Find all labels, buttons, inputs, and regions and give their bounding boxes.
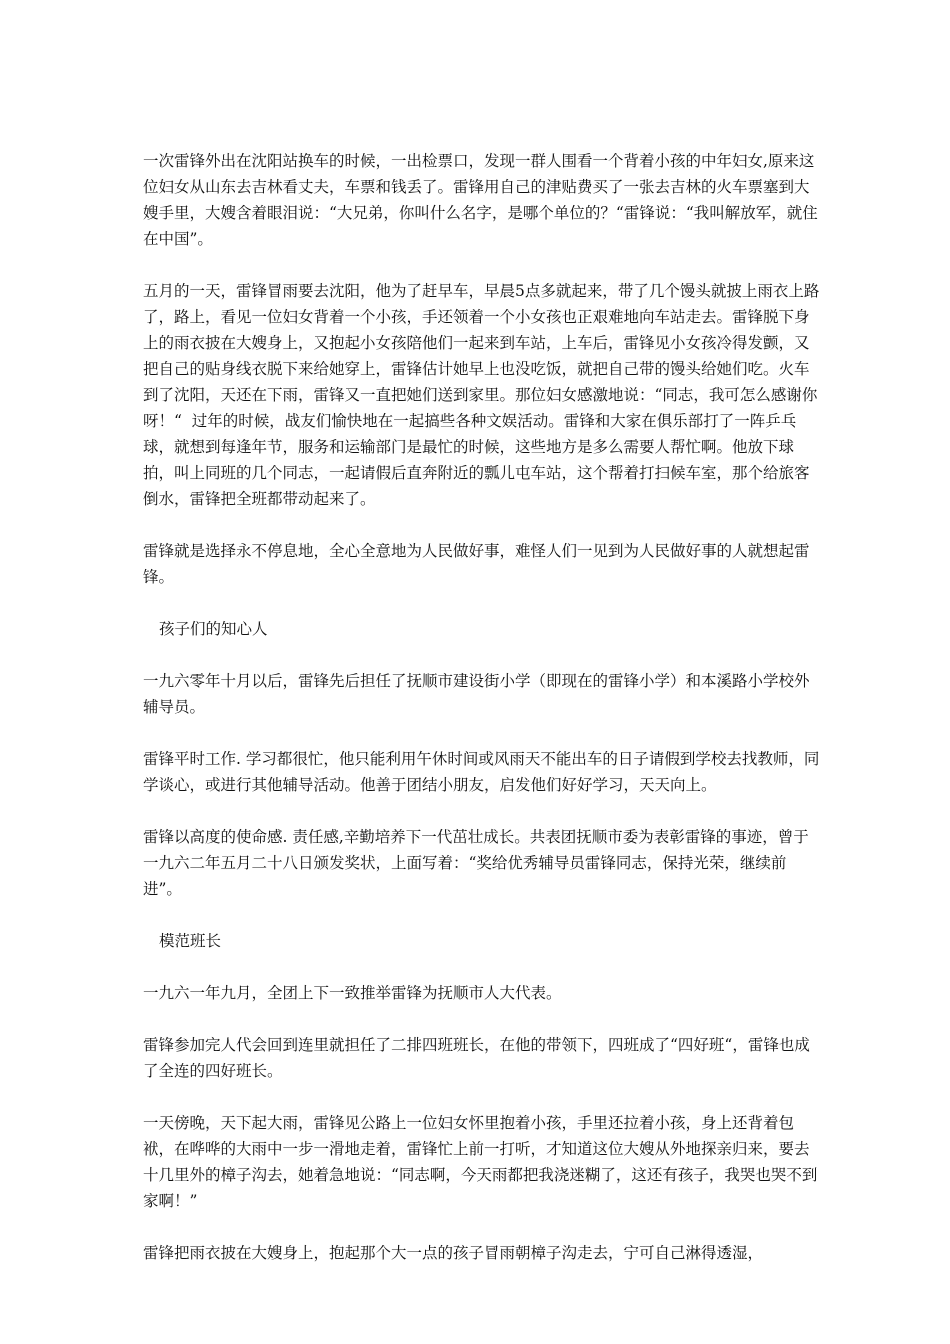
paragraph-rainy-evening: 一天傍晚，天下起大雨，雷锋见公路上一位妇女怀里抱着小孩，手里还拉着小孩，身上还背着包袱，在哗哗的大雨中一步一滑地走着，雷锋忙上前一打听，才知道这位大嫂从外地探亲归来，要去十几里外的樟子沟去，她着急地说：“同志啊，今天雨都把我浇迷糊了，这还有孩子，我哭也哭不到家啊！” bbox=[143, 1114, 818, 1210]
paragraph-carrying-child: 雷锋把雨衣披在大嫂身上，抱起那个大一点的孩子冒雨朝樟子沟走去，宁可自己淋得透湿， bbox=[143, 1244, 764, 1262]
paragraph-school-counselor: 一九六零年十月以后，雷锋先后担任了抚顺市建设街小学（即现在的雷锋小学）和本溪路小学校外辅导员。 bbox=[143, 672, 810, 716]
paragraph-good-deeds: 雷锋就是选择永不停息地，全心全意地为人民做好事，难怪人们一见到为人民做好事的人就想起雷锋。 bbox=[143, 542, 810, 586]
section-heading-model-squad-leader: 模范班长 bbox=[159, 932, 222, 950]
paragraph-rainy-day: 五月的一天，雷锋冒雨要去沈阳，他为了赶早车，早晨5点多就起来，带了几个馒头就披上雨衣上路了，路上，看见一位妇女背着一个小孩，手还领着一个小女孩也正艰难地向车站走去。雷锋脱下身上的雨衣披在大嫂身上，又抱起小女孩陪他们一起来到车站，上车后，雷锋见小女孩冷得发颤，又把自己的贴身线衣脱下来给她穿上，雷锋估计她早上也没吃饭，就把自己带的馒头给她们吃。火车到了沈阳，天还在下雨，雷锋又一直把她们送到家里。那位妇女感激地说：“同志，我可怎么感谢你呀！“ 过年的时候，战友们愉快地在一起搞些各种文娱活动。雷锋和大家在俱乐部打了一阵乒乓球，就想到每逢年节，服务和运输部门是最忙的时候，这些地方是多么需要人帮忙啊。他放下球拍，叫上同班的几个同志，一起请假后直奔附近的瓢儿屯车站，这个帮着打扫候车室，那个给旅客倒水，雷锋把全班都带动起来了。 bbox=[143, 282, 820, 508]
section-heading-children: 孩子们的知心人 bbox=[159, 620, 268, 638]
paragraph-station-ticket: 一次雷锋外出在沈阳站换车的时候，一出检票口，发现一群人围看一个背着小孩的中年妇女,原来这位妇女从山东去吉林看丈夫，车票和钱丢了。雷锋用自己的津贴费买了一张去吉林的火车票塞到大嫂手里，大嫂含着眼泪说：“大兄弟，你叫什么名字，是哪个单位的？“雷锋说：“我叫解放军，就住在中国”。 bbox=[143, 152, 818, 248]
document-body bbox=[143, 148, 823, 1292]
paragraph-busy-work: 雷锋平时工作. 学习都很忙，他只能利用午休时间或风雨天不能出车的日子请假到学校去找教师，同学谈心，或进行其他辅导活动。他善于团结小朋友，启发他们好好学习，天天向上。 bbox=[143, 750, 820, 794]
paragraph-representative: 一九六一年九月，全团上下一致推举雷锋为抚顺市人大代表。 bbox=[143, 984, 562, 1002]
paragraph-award: 雷锋以高度的使命感. 责任感,辛勤培养下一代茁壮成长。共表团抚顺市委为表彰雷锋的事迹，曾于一九六二年五月二十八日颁发奖状，上面写着：“奖给优秀辅导员雷锋同志，保持光荣，继续前进”。 bbox=[143, 828, 809, 898]
paragraph-squad-leader: 雷锋参加完人代会回到连里就担任了二排四班班长，在他的带领下，四班成了“四好班“，雷锋也成了全连的四好班长。 bbox=[143, 1036, 810, 1080]
